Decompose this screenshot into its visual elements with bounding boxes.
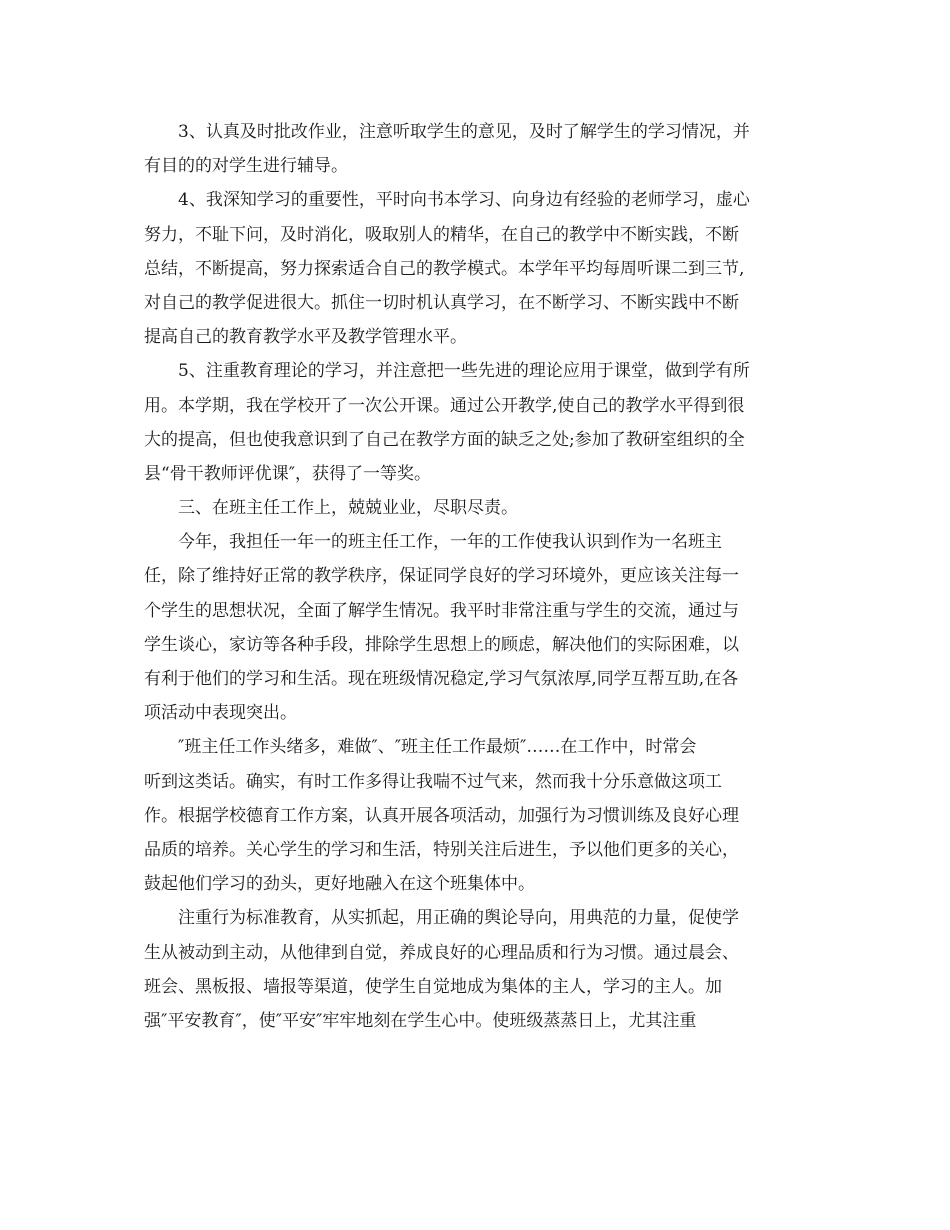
document-body [144,115,810,1038]
paragraph-line: 大的提高，但也使我意识到了自己在教学方面的缺乏之处;参加了教研室组织的全 [144,429,745,450]
paragraph-line: 4、我深知学习的重要性，平时向书本学习、向身边有经验的老师学习，虚心 [178,190,750,211]
paragraph-line: 提高自己的教育教学水平及教学管理水平。 [144,327,467,348]
paragraph-line: 班会、黑板报、墙报等渠道，使学生自觉地成为集体的主人，学习的主人。加 [144,976,722,997]
paragraph-line: 鼓起他们学习的劲头，更好地融入在这个班集体中。 [144,874,535,895]
paragraph-line: 品质的培养。关心学生的学习和生活，特别关注后进生，予以他们更多的关心， [144,839,739,860]
paragraph-line: 听到这类话。确实，有时工作多得让我喘不过气来，然而我十分乐意做这项工 [144,771,722,792]
paragraph-line: 县“骨干教师评优课″，获得了一等奖。 [144,463,432,484]
paragraph-line: 项活动中表现突出。 [144,703,297,724]
paragraph-line: 生从被动到主动，从他律到自觉，养成良好的心理品质和行为习惯。通过晨会、 [144,942,739,963]
paragraph-line: 个学生的思想状况，全面了解学生情况。我平时非常注重与学生的交流，通过与 [144,600,739,621]
paragraph-line: 有利于他们的学习和生活。现在班级情况稳定,学习气氛浓厚,同学互帮互助,在各 [144,669,739,689]
paragraph-line: 有目的的对学生进行辅导。 [144,156,348,177]
paragraph-line: 学生谈心，家访等各种手段，排除学生思想上的顾虑，解决他们的实际困难，以 [144,634,739,655]
paragraph-line: 用。本学期，我在学校开了一次公开课。通过公开教学,使自己的教学水平得到很 [144,395,745,416]
paragraph-line: 努力，不耻下问，及时消化，吸取别人的精华，在自己的教学中不断实践，不断 [144,224,739,245]
paragraph-line: 对自己的教学促进很大。抓住一切时机认真学习，在不断学习、不断实践中不断 [144,292,739,313]
paragraph-line: 5、注重教育理论的学习，并注意把一些先进的理论应用于课堂，做到学有所 [178,361,750,382]
paragraph-line: 任，除了维持好正常的教学秩序，保证同学良好的学习环境外，更应该关注每一 [144,566,739,587]
paragraph-line: 注重行为标准教育，从实抓起，用正确的舆论导向，用典范的力量，促使学 [178,908,739,929]
paragraph-line: 今年，我担任一年一的班主任工作，一年的工作使我认识到作为一名班主 [178,532,722,553]
paragraph-line: 总结，不断提高，努力探索适合自己的教学模式。本学年平均每周听课二到三节, [144,258,745,279]
paragraph-line: ″班主任工作头绪多，难做″、″班主任工作最烦″……在工作中，时常会 [178,737,697,758]
section-heading: 三、在班主任工作上，兢兢业业，尽职尽责。 [178,498,518,519]
paragraph-line: 作。根据学校德育工作方案，认真开展各项活动，加强行为习惯训练及良好心理 [144,805,739,826]
paragraph-line: 强″平安教育″，使″平安″牢牢地刻在学生心中。使班级蒸蒸日上，尤其注重 [144,1010,697,1031]
paragraph-line: 3、认真及时批改作业，注意听取学生的意见，及时了解学生的学习情况，并 [178,122,750,142]
